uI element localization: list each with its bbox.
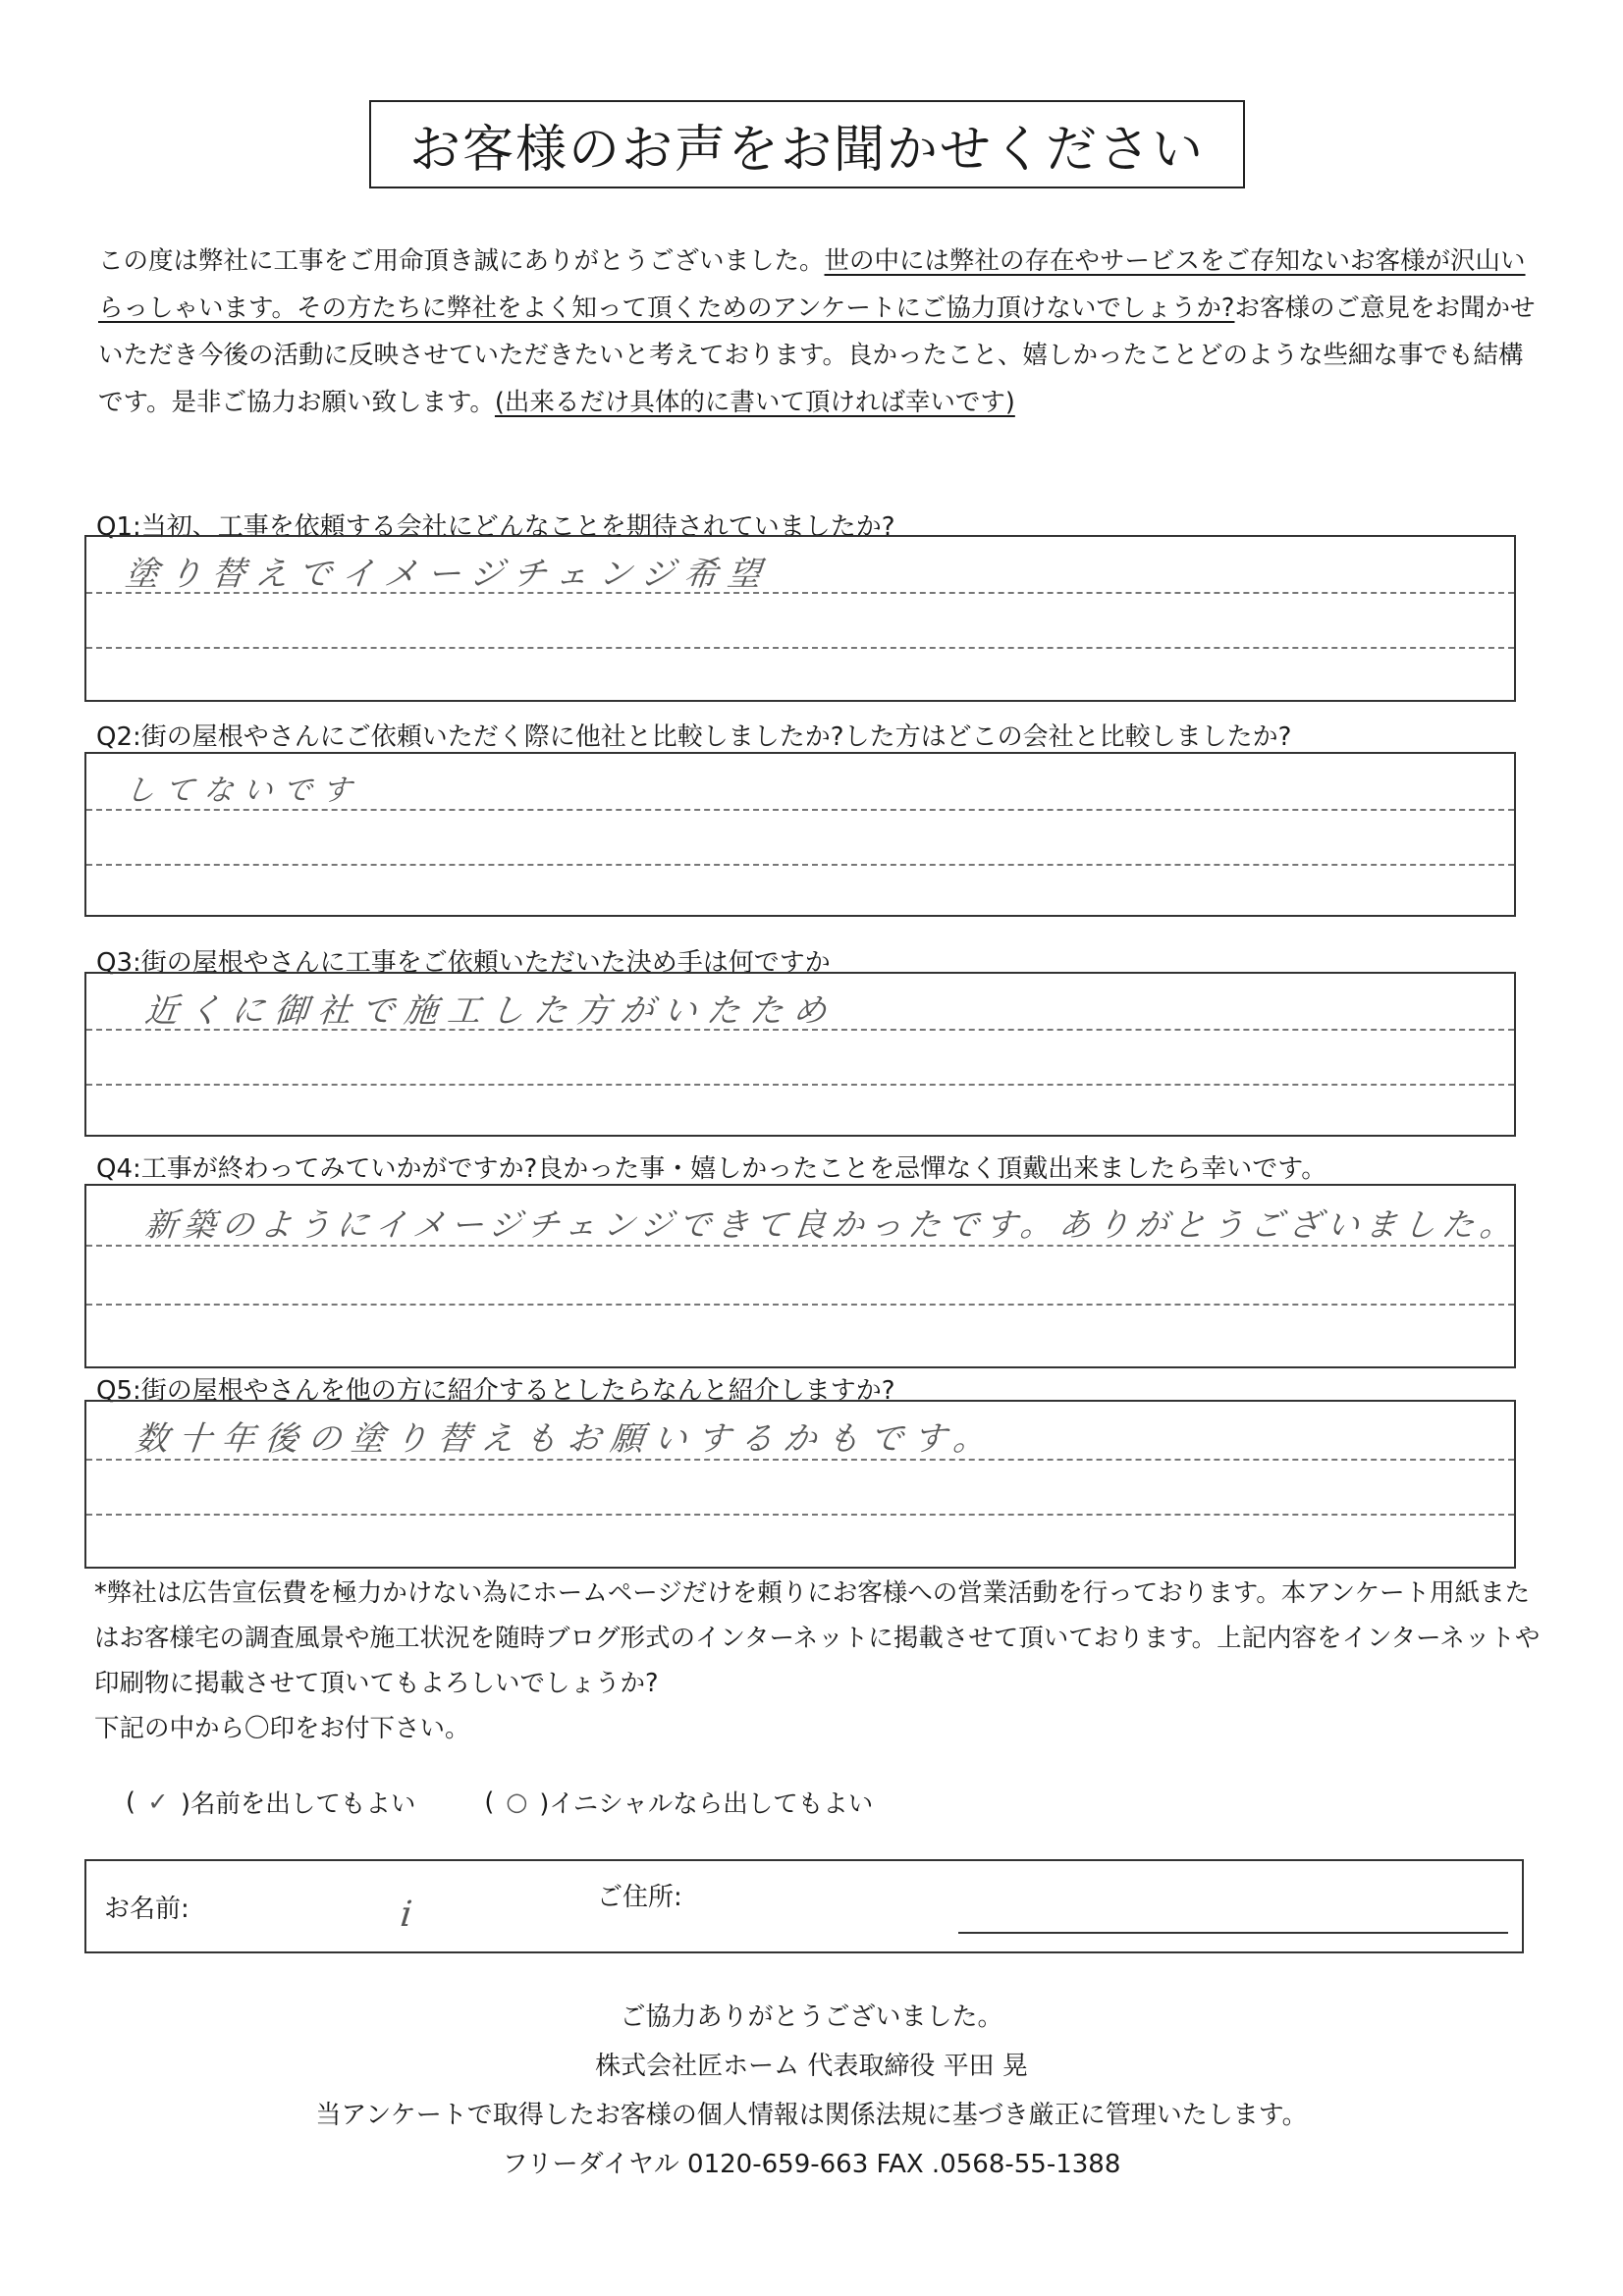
q4-answer-text: 新築のようにイメージチェンジできて良かったです。ありがとうございました。 [142, 1205, 1521, 1244]
footer-privacy: 当アンケートで取得したお客様の個人情報は関係法規に基づき厳正に管理いたします。 [315, 2101, 1308, 2130]
q2-answer-box[interactable] [84, 752, 1516, 917]
consent-option-name-mark[interactable]: ✓ [147, 1788, 169, 1817]
footer [0, 1993, 1623, 2189]
mark-instruction: 下記の中から〇印をお付下さい。 [94, 1714, 470, 1743]
footer-company: 株式会社匠ホーム 代表取締役 平田 晃 [595, 2052, 1028, 2081]
customer-info-box [84, 1859, 1524, 1953]
intro-text-4: (出来るだけ具体的に書いて頂ければ幸いです) [494, 388, 1015, 417]
survey-title: お客様のお声をお聞かせください [408, 120, 1205, 180]
q1-answer-text: 塗り替えでイメージチェンジ希望 [123, 555, 773, 594]
q2-answer-text: してないです [123, 774, 363, 808]
q5-answer-text: 数十年後の塗り替えもお願いするかもです。 [133, 1419, 1000, 1459]
q3-answer-text: 近くに御社で施工した方がいたため [142, 991, 839, 1031]
consent-options [126, 1785, 873, 1820]
q1-label: Q1:当初、工事を依頼する会社にどんなことを期待されていましたか? [96, 512, 895, 542]
consent-option-name[interactable]: ( ✓ )名前を出してもよい [126, 1785, 415, 1820]
address-label: ご住所: [597, 1883, 682, 1912]
address-underline [958, 1932, 1508, 1934]
consent-option-initials-label: )イニシャルなら出してもよい [539, 1789, 874, 1819]
publication-note [94, 1571, 1547, 1751]
consent-option-initials-mark[interactable]: ○ [506, 1788, 528, 1817]
q3-answer-box[interactable] [84, 972, 1516, 1137]
q5-answer-box[interactable] [84, 1400, 1516, 1569]
consent-option-initials[interactable]: ( ○ )イニシャルなら出してもよい [484, 1785, 873, 1820]
q4-answer-box[interactable] [84, 1184, 1521, 1368]
q2-label: Q2:街の屋根やさんにご依頼いただく際に他社と比較しましたか?した方はどこの会社と比較しましたか? [96, 722, 1292, 752]
footer-thanks: ご協力ありがとうございました。 [620, 2002, 1003, 2032]
name-field[interactable] [312, 1891, 607, 1940]
address-field[interactable] [715, 1875, 1500, 1934]
q4-label: Q4:工事が終わってみていかがですか?良かった事・嬉しかったことを忌憚なく頂戴出来ましたら幸いです。 [96, 1154, 1327, 1184]
intro-text-3: お客様のご意見をお聞かせいただき今後の活動に反映させていただきたいと考えております。良かったこと、嬉しかったことどのような些細な事でも結構です。是非ご協力お願い致します。 [98, 294, 1536, 417]
survey-title-box [369, 100, 1245, 188]
q5-label: Q5:街の屋根やさんを他の方に紹介するとしたらなんと紹介しますか? [96, 1376, 895, 1406]
name-label: お名前: [104, 1895, 189, 1924]
publication-note-text: *弊社は広告宣伝費を極力かけない為にホームページだけを頼りにお客様への営業活動を行っております。本アンケート用紙またはお客様宅の調査風景や施工状況を随時ブログ形式のインターネットに掲載させて頂いております。上記内容をインターネットや印刷物に掲載させて頂いてもよろしいでしょうか? [94, 1578, 1541, 1698]
q1-answer-box[interactable] [84, 535, 1516, 702]
intro-paragraph [98, 238, 1542, 426]
name-value: i [398, 1895, 414, 1935]
consent-option-name-label: )名前を出してもよい [180, 1789, 416, 1819]
footer-contact: フリーダイヤル 0120-659-663 FAX .0568-55-1388 [502, 2150, 1121, 2179]
intro-text-2: 世の中には弊社の存在やサービスをご存知ないお客様が沢山いらっしゃいます。その方たちに弊社をよく知って頂くためのアンケートにご協力頂けないでしょうか? [98, 246, 1526, 323]
intro-text-1: この度は弊社に工事をご用命頂き誠にありがとうございました。 [98, 246, 825, 276]
q3-label: Q3:街の屋根やさんに工事をご依頼いただいた決め手は何ですか [96, 948, 831, 978]
